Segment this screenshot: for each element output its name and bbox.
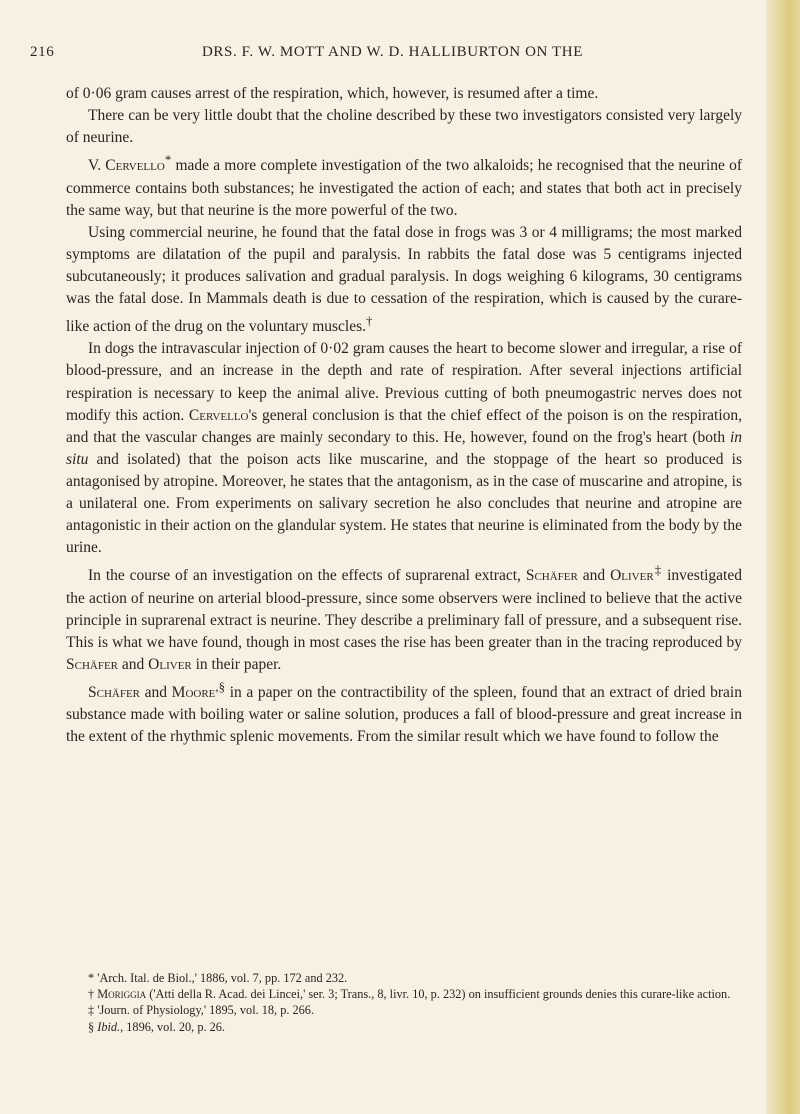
paragraph-2: There can be very little doubt that the choline described by these two investigators consisted very largely of neurine. — [66, 107, 742, 147]
author-oliver: Oliver — [610, 567, 654, 585]
footnote-ref: ‡ — [653, 562, 663, 578]
italic-phrase: in situ — [66, 428, 742, 468]
body-text — [66, 83, 742, 748]
running-header — [30, 44, 755, 66]
paragraph-1: of 0·06 gram causes arrest of the respiration, which, however, is resumed after a time. — [66, 85, 599, 102]
footnote-3: ‡ 'Journ. of Physiology,' 1895, vol. 18, p. 266. — [88, 1003, 315, 1018]
author-moriggia: Moriggia — [97, 987, 147, 1002]
footnote-ref: † — [366, 313, 373, 329]
author-schafer: Schäfer — [88, 684, 141, 702]
running-title: DRS. F. W. MOTT AND W. D. HALLIBURTON ON THE — [201, 44, 583, 60]
paragraph-5: In dogs the intravascular injection of 0·02 gram causes the heart to become slower and irregular, a rise of blood-pressure, and an increase in the depth and rate of respiration. After several injections artificial respiration is necessary to keep the animal alive. Previous cutting of both pneumogastric nerves does not modify this action. Cervello's general conclusion is that the chief effect of the poison is on the respiration, and that the vascular changes are mainly secondary to this. He, however, found on the frog's heart (both in situ and isolated) that the poison acts like muscarine, and the stoppage of the heart so produced is antagonised by atropine. Moreover, he states that the antagonism, as in the case of muscarine and atropine, is a unilateral one. From experiments on salivary secretion he also concludes that neurine and atropine are antagonistic in their action on the glandular system. He states that neurine is eliminated from the body by the urine. — [66, 340, 743, 557]
footnote-4: § Ibid., 1896, vol. 20, p. 26. — [88, 1019, 225, 1034]
paragraph-6: In the course of an investigation on the effects of suprarenal extract, Schäfer and Oliver‡ investigated the action of neurine on arterial blood-pressure, since some observers were inclined to believe that the active principle in suprarenal extract is neurine. They describe a preliminary fall of pressure, and a subsequent rise. This is what we have found, though in most cases the rise has been greater than in the tracing reproduced by Schäfer and Oliver in their paper. — [66, 562, 742, 673]
footnote-ref: ,§ — [215, 678, 226, 694]
ibid: Ibid. — [97, 1019, 121, 1034]
footnote-1: * 'Arch. Ital. de Biol.,' 1886, vol. 7, pp. 172 and 232. — [88, 971, 348, 985]
footnotes — [66, 970, 742, 1035]
page-edge-shadow — [766, 0, 800, 1114]
paragraph-7: Schäfer and Moore,§ in a paper on the contractibility of the spleen, found that an extract of dried brain substance made with boiling water or saline solution, produces a fall of blood-pressure and great increase in the extent of the rhythmic splenic movements. From the similar result which we have found to follow the — [66, 678, 742, 746]
author-oliver: Oliver — [148, 655, 192, 673]
paragraph-4: Using commercial neurine, he found that the fatal dose in frogs was 3 or 4 milligrams; the most marked symptoms are dilatation of the pupil and paralysis. In rabbits the fatal dose was 5 centigrams injected subcutaneously; it produces salivation and gradual paralysis. In dogs weighing 6 kilograms, 30 centigrams was the fatal dose. In Mammals death is due to cessation of the respiration, which is caused by the curare-like action of the drug on the voluntary muscles.† — [66, 223, 742, 336]
author-schafer: Schäfer — [525, 567, 578, 585]
author-cervello: Cervello — [188, 406, 249, 424]
page-number: 216 — [30, 44, 55, 60]
footnote-ref: * — [164, 152, 172, 168]
author-schafer: Schäfer — [66, 655, 119, 673]
author-moore: Moore — [171, 684, 216, 702]
paragraph-3: V. Cervello* made a more complete investigation of the two alkaloids; he recognised that the neurine of commerce contains both substances; he investigated the action of each; and states that both act in precisely the same way, but that neurine is the more powerful of the two. — [66, 152, 742, 219]
author-cervello: V. Cervello — [88, 157, 165, 175]
footnote-2: † Moriggia ('Atti della R. Acad. dei Lincei,' ser. 3; Trans., 8, livr. 10, p. 232) on insufficient grounds denies this curare-like action. — [88, 987, 731, 1002]
